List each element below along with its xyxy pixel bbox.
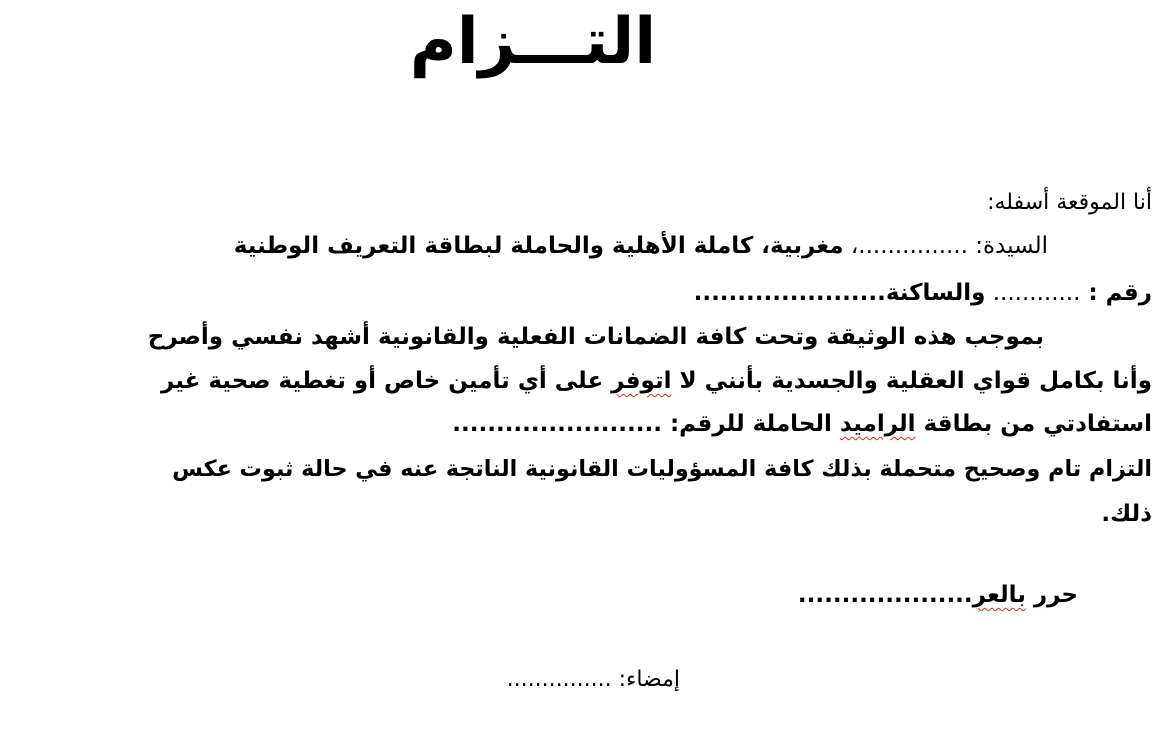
id-number-label: رقم :	[1080, 280, 1152, 306]
signature-line: إمضاء: ...............	[506, 667, 680, 692]
paragraph-line-5: ذلك.	[1101, 501, 1152, 527]
paragraph-line-3-end: الحاملة للرقم: ........................	[452, 411, 840, 437]
spellcheck-word: الراميد	[839, 411, 916, 437]
paragraph-line-2-end: على أي تأمين خاص أو تغطية صحية غير	[160, 368, 612, 394]
place-dots: ....................	[797, 582, 973, 608]
identity-text: مغربية، كاملة الأهلية والحاملة لبطاقة التعريف الوطنية	[233, 233, 844, 259]
id-number-line	[694, 276, 1152, 310]
paragraph-line-2	[161, 364, 1152, 398]
place-line	[798, 578, 1078, 612]
paragraph-line-3	[452, 407, 1152, 441]
intro-line: أنا الموقعة أسفله:	[987, 190, 1152, 215]
identity-line	[234, 229, 1048, 263]
place-label: حرر	[1025, 582, 1078, 608]
document-title: التـــزام	[409, 5, 657, 79]
paragraph-line-2-start: وأنا بكامل قواي العقلية والجسدية بأنني لا	[671, 368, 1152, 394]
residence-text: والساكنة......................	[693, 280, 986, 306]
name-label: السيدة: ...............،	[843, 233, 1048, 259]
paragraph-line-1: بموجب هذه الوثيقة وتحت كافة الضمانات الفعلية والقانونية أشهد نفسي وأصرح	[147, 324, 1044, 350]
paragraph-line-3-start: استفادتي من بطاقة	[915, 411, 1152, 437]
spellcheck-word: بالعر	[972, 582, 1026, 608]
id-number-dots: ............	[985, 280, 1081, 306]
paragraph-line-4: التزام تام وصحيح متحملة بذلك كافة المسؤوليات القانونية الناتجة عنه في حالة ثبوت عكس	[172, 456, 1152, 482]
spellcheck-word: اتوفر	[611, 368, 672, 394]
